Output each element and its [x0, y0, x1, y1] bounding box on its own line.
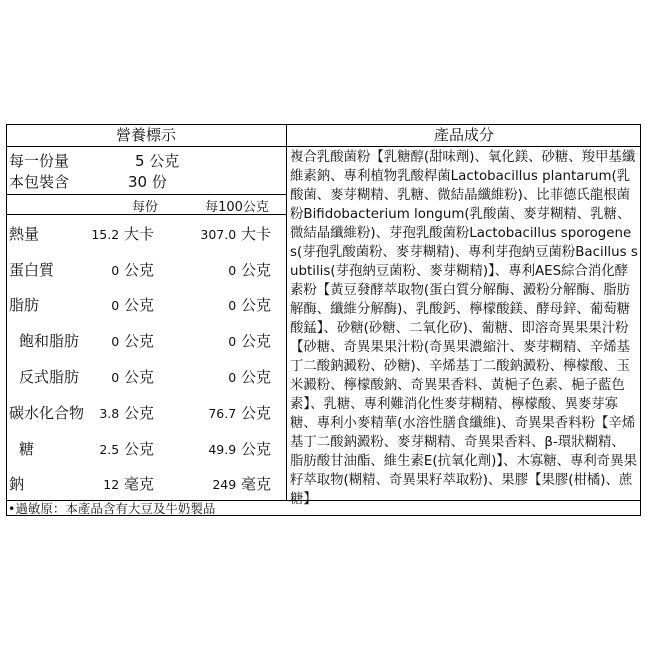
- nutrition-row: [6, 438, 286, 464]
- nutrient-label: 糖: [19, 440, 35, 458]
- per-100g-value: [208, 402, 271, 423]
- per-100g-number: 76.7: [208, 406, 237, 421]
- per-100g-unit: 公克: [240, 440, 271, 458]
- nutrition-row: [6, 259, 286, 285]
- per-100g-unit: 公克: [240, 261, 271, 279]
- per-serving-value: [111, 259, 154, 280]
- per-serving-value: [111, 366, 154, 387]
- ingredients-title: 產品成分: [433, 126, 494, 144]
- nutrition-row: [6, 473, 286, 499]
- nutrient-label: 反式脂肪: [19, 368, 80, 386]
- per-serving-value: [99, 438, 154, 459]
- per-100g-number: 249: [212, 477, 237, 492]
- per-serving-number: 12: [103, 477, 120, 492]
- per-100g-value: [212, 473, 271, 494]
- per-serving-unit: 毫克: [123, 475, 154, 493]
- per-100g-unit: 毫克: [240, 475, 271, 493]
- nutrition-row: [6, 294, 286, 320]
- per-serving-value: [91, 223, 154, 244]
- nutrition-row: [6, 366, 286, 392]
- per-serving-number: 2.5: [99, 442, 120, 457]
- per-100g-value: [228, 330, 271, 351]
- nutrient-label: 飽和脂肪: [19, 332, 80, 350]
- per-100g-value: [200, 223, 271, 244]
- per-100g-value: [228, 366, 271, 387]
- nutrition-title: 營養標示: [115, 126, 176, 144]
- per-serving-number: 0: [111, 370, 120, 385]
- servings-per-package-label: 本包裝含: [9, 173, 70, 191]
- per-100g-number: 0: [228, 298, 237, 313]
- per-100g-unit: 公克: [240, 368, 271, 386]
- per-100g-unit: 公克: [240, 296, 271, 314]
- header-divider: [6, 146, 641, 147]
- per-100g-value: [228, 294, 271, 315]
- serving-divider: [6, 194, 286, 195]
- per-serving-unit: 公克: [123, 404, 154, 422]
- allergen-note: •過敏原：本產品含有大豆及牛奶製品: [8, 501, 216, 516]
- per-serving-number: 15.2: [91, 227, 120, 242]
- serving-size-value: 5 公克: [135, 152, 180, 170]
- per-100g-number: 0: [228, 370, 237, 385]
- nutrition-row: [6, 330, 286, 356]
- per-serving-unit: 公克: [123, 332, 154, 350]
- column-header-per-100g: 每100公克: [205, 200, 269, 215]
- nutrition-row: [6, 402, 286, 428]
- nutrition-row: [6, 223, 286, 249]
- nutrient-label: 脂肪: [9, 296, 40, 314]
- per-serving-unit: 公克: [123, 368, 154, 386]
- per-serving-unit: 公克: [123, 296, 154, 314]
- per-100g-unit: 公克: [240, 332, 271, 350]
- per-serving-unit: 公克: [123, 261, 154, 279]
- nutrient-label: 鈉: [9, 475, 25, 493]
- servings-per-package-value: 30 份: [128, 173, 167, 191]
- serving-size-label: 每一份量: [9, 152, 70, 170]
- per-serving-unit: 公克: [123, 440, 154, 458]
- per-serving-unit: 大卡: [123, 225, 154, 243]
- per-serving-number: 0: [111, 334, 120, 349]
- nutrient-label: 熱量: [9, 225, 40, 243]
- per-serving-value: [103, 473, 154, 494]
- per-100g-value: [228, 259, 271, 280]
- per-100g-unit: 公克: [240, 404, 271, 422]
- per-100g-number: 0: [228, 263, 237, 278]
- per-serving-value: [99, 402, 154, 423]
- per-100g-number: 49.9: [208, 442, 237, 457]
- per-serving-number: 3.8: [99, 406, 120, 421]
- column-divider: [286, 124, 287, 501]
- per-serving-number: 0: [111, 263, 120, 278]
- column-header-per-serving: 每份: [131, 200, 158, 215]
- per-100g-value: [208, 438, 271, 459]
- per-100g-number: 307.0: [200, 227, 237, 242]
- per-100g-unit: 大卡: [240, 225, 271, 243]
- per-100g-number: 0: [228, 334, 237, 349]
- per-serving-value: [111, 294, 154, 315]
- ingredients-text: 複合乳酸菌粉【乳糖醇(甜味劑)、氧化鎂、砂糖、羧甲基纖維素鈉、專利植物乳酸桿菌Lactobacillus plantarum(乳酸菌、麥芽糊精、乳糖、微結晶纖維粉)、比菲德氏龍根菌粉Bifidobacterium longum(乳酸菌、麥芽糊精、乳糖、微結晶纖維粉)、芽孢乳酸菌粉Lactobacillus sporogenes(芽孢乳酸菌粉、麥芽糊精)、專利芽孢納豆菌粉Bacillus subtilis(芽孢納豆菌粉、麥芽糊精)】、專利AES綜合消化酵素粉【黃豆發酵萃取物(蛋白質分解酶、澱粉分解酶、脂肪解酶、纖維分解酶)、乳酸鈣、檸檬酸鎂、酵母鋅、葡萄糖酸錳】、砂糖(砂糖、二氧化矽)、葡糖、即溶奇異果果汁粉【砂糖、奇異果果汁粉(奇異果濃縮汁、麥芽糊精、辛烯基丁二酸鈉澱粉、砂糖)、辛烯基丁二酸鈉澱粉、檸檬酸、玉米澱粉、檸檬酸鈉、奇異果香料、黃梔子色素、梔子藍色素】、乳糖、專利難消化性麥芽糊精、檸檬酸、異麥芽寡糖、專利小麥精華(水溶性膳食纖維)、奇異果香料粉【辛烯基丁二酸鈉澱粉、麥芽糊精、奇異果香料、β-環狀糊精、脂肪酸甘油酯、維生素E(抗氧化劑)】、木寡糖、專利奇異果籽萃取物(糊精、奇異果籽萃取粉)、果膠【果膠(柑橘)、蔗糖】: [290, 150, 638, 507]
- nutrient-label: 蛋白質: [9, 261, 55, 279]
- per-serving-number: 0: [111, 298, 120, 313]
- per-serving-value: [111, 330, 154, 351]
- nutrient-label: 碳水化合物: [9, 404, 85, 422]
